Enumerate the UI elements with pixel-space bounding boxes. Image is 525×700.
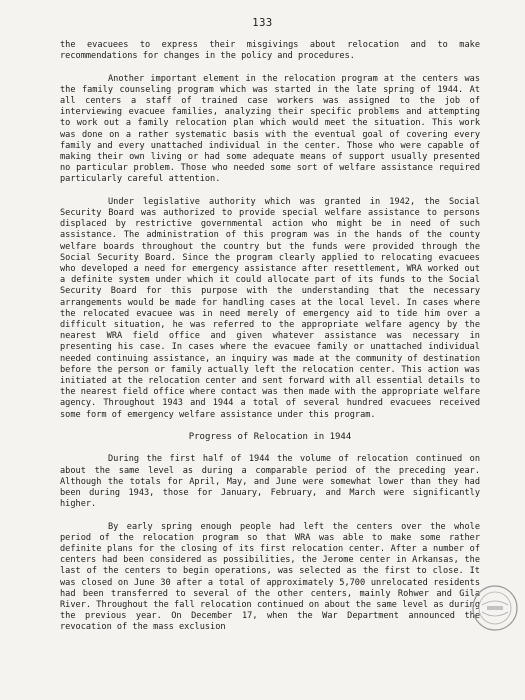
paragraph-continuation: the evacuees to express their misgivings about relocation and to make recommendations for changes in the policy and procedures. <box>60 40 480 62</box>
page-number: 133 <box>252 17 273 29</box>
document-body <box>60 40 480 645</box>
library-stamp-seal <box>470 583 520 633</box>
paragraph-social-security: Under legislative authority which was granted in 1942, the Social Security Board was authorized to provide special welfare assistance to persons displaced by restrictive governmental action who might be in need of such assistance. The administration of this program was in the hands of the county welfare boards throughout the country but the funds were provided through the Social Security Board. Since the program clearly applied to relocating evacuees who developed a need for emergency assistance after resettlement, WRA worked out a definite system under which it could allocate part of its funds to the Social Security Board for this purpose with the understanding that the necessary arrangements would be made for handling cases at the local level. In cases where the relocated evacuee was in need merely of emergency aid to tide him over a difficult situation, he was referred to the appropriate welfare agency by the nearest WRA field office and given whatever assistance was necessary in presenting his case. In cases where the evacuee family or unattached individual needed continuing assistance, an inquiry was made at the community of destination before the person or family actually left the relocation center. This action was initiated at the relocation center and sent forward with all essential details to the nearest field office where contact was then made with the appropriate welfare agency. Throughout 1943 and 1944 a total of several hundred evacuees received some form of emergency welfare assistance under this program. <box>60 196 480 420</box>
paragraph-early-spring: By early spring enough people had left the centers over the whole period of the relocation program so that WRA was able to make some rather definite plans for the closing of its first relocation center. After a number of centers had been considered as possibilities, the Jerome center in Arkansas, the last of the centers to begin operations, was selected as the first to close. It was closed on June 30 after a total of approximately 5,700 unrelocated residents had been transferred to several of the other centers, mainly Rohwer and Gila River. Throughout the fall relocation continued on about the same level as during the previous year. On December 17, when the War Department announced the revocation of the mass exclusion <box>60 521 480 633</box>
paragraph-family-counseling: Another important element in the relocation program at the centers was the family counseling program which was started in the late spring of 1944. At all centers a staff of trained case workers was assigned to the job of interviewing evacuee families, analyzing their specific problems and attempting to work out a family relocation plan which would meet the situation. This work was done on a rather systematic basis with the eventual goal of covering every family and every unattached individual in the center. Those who were capable of making their own living or had some adequate means of support usually presented no particular problem. Those who needed some sort of welfare assistance required particularly careful attention. <box>60 73 480 185</box>
section-heading: Progress of Relocation in 1944 <box>188 432 352 443</box>
paragraph-first-half-1944: During the first half of 1944 the volume of relocation continued on about the same level as during a comparable period of the preceding year. Although the totals for April, May, and June were somewhat lower than they had been during 1943, those for January, February, and March were significantly higher. <box>60 454 480 510</box>
